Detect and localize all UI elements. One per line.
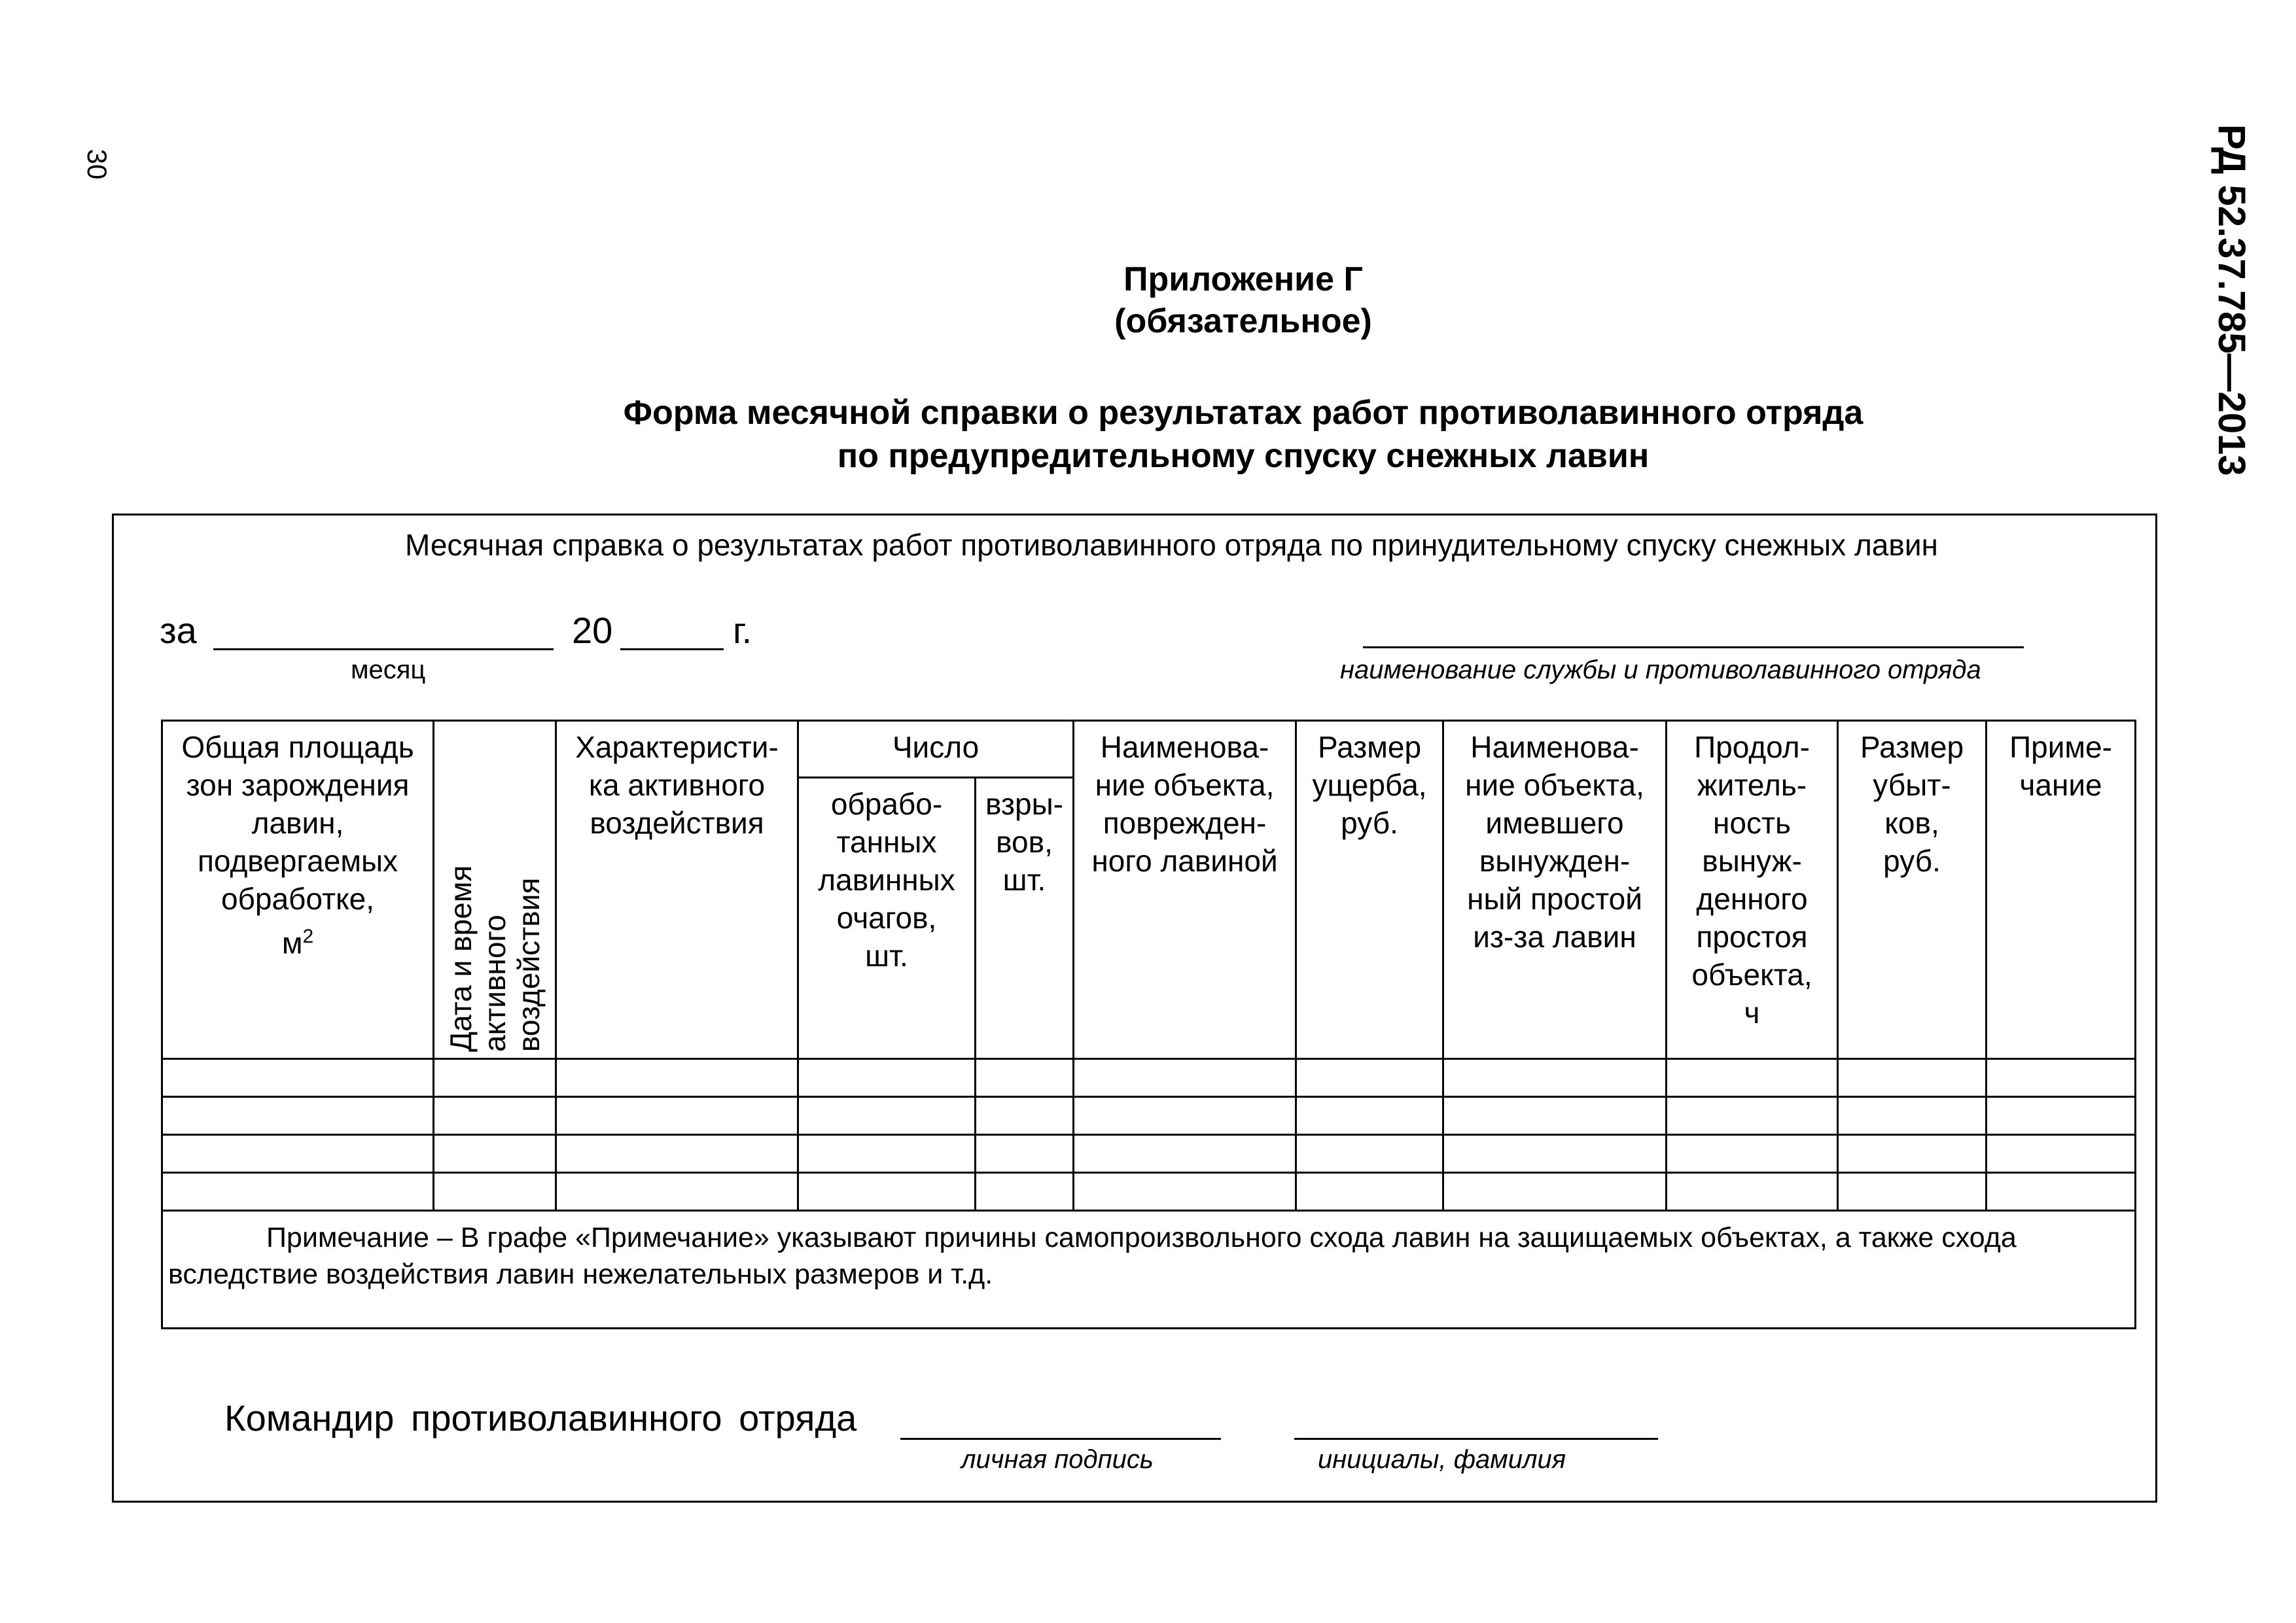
table-cell[interactable] [1838, 1097, 1987, 1135]
table-cell[interactable] [556, 1135, 798, 1173]
appendix-heading [654, 258, 1832, 342]
table-cell[interactable] [1667, 1059, 1838, 1097]
service-name-field[interactable] [1363, 646, 2024, 648]
month-caption: месяц [351, 655, 426, 684]
table-cell[interactable] [1987, 1097, 2136, 1135]
table-cell[interactable] [1296, 1097, 1443, 1135]
appendix-status: (обязательное) [1114, 302, 1372, 340]
table-cell[interactable] [434, 1173, 556, 1211]
form-title [425, 391, 2061, 478]
table-cell[interactable] [434, 1135, 556, 1173]
table-cell[interactable] [1443, 1059, 1667, 1097]
report-heading: Месячная справка о результатах работ противолавинного отряда по принудительному спуску снежных лавин [405, 528, 1938, 562]
table-cell[interactable] [162, 1059, 434, 1097]
table-row [162, 1097, 2136, 1135]
table-cell[interactable] [1296, 1059, 1443, 1097]
table-cell[interactable] [1074, 1173, 1296, 1211]
table-cell[interactable] [1443, 1135, 1667, 1173]
signature-caption: личная подпись [961, 1445, 1154, 1474]
table-cell[interactable] [1667, 1097, 1838, 1135]
table-cell[interactable] [1074, 1097, 1296, 1135]
table-cell[interactable] [798, 1173, 976, 1211]
table-note: Примечание – В графе «Примечание» указывают причины самопроизвольного схода лавин на защищаемых объектах, а также схода вследствие воздействия лавин нежелательных размеров и т.д. [162, 1211, 2136, 1329]
table-cell[interactable] [1074, 1059, 1296, 1097]
table-cell[interactable] [798, 1097, 976, 1135]
table-cell[interactable] [1074, 1135, 1296, 1173]
table-cell[interactable] [1987, 1135, 2136, 1173]
remark-header: Приме- чание [1987, 721, 2136, 1059]
period-prefix: за [160, 610, 197, 651]
table-cell[interactable] [162, 1173, 434, 1211]
table-cell[interactable] [1667, 1173, 1838, 1211]
damage-size-header: Размер ущерба, руб. [1296, 721, 1443, 1059]
table-cell[interactable] [798, 1135, 976, 1173]
table-cell[interactable] [1667, 1135, 1838, 1173]
document-code: РД 52.37.785—2013 [2210, 124, 2253, 476]
page-number: 30 [82, 148, 113, 180]
table-cell[interactable] [434, 1059, 556, 1097]
damaged-object-header: Наименова- ние объекта, поврежден- ного лавиной [1074, 721, 1296, 1059]
table-cell[interactable] [976, 1059, 1074, 1097]
table-cell[interactable] [556, 1173, 798, 1211]
year-field[interactable] [620, 648, 724, 650]
area-unit: $м^2$ [281, 926, 314, 960]
area-header: Общая площадь зон зарождения лавин, подвергаемых обработке, $м^2$ [162, 721, 434, 1059]
year-prefix: 20 [572, 610, 613, 651]
explosions-header: взры- вов, шт. [976, 778, 1074, 1059]
table-cell[interactable] [1443, 1173, 1667, 1211]
table-cell[interactable] [976, 1097, 1074, 1135]
signature-field[interactable] [900, 1438, 1221, 1440]
table-cell[interactable] [1296, 1173, 1443, 1211]
service-caption: наименование службы и противолавинного отряда [1340, 655, 1981, 684]
table-row [162, 1135, 2136, 1173]
table-cell[interactable] [1987, 1173, 2136, 1211]
table-cell[interactable] [556, 1059, 798, 1097]
table-cell[interactable] [1987, 1059, 2136, 1097]
year-suffix: г. [733, 610, 752, 651]
table-cell[interactable] [798, 1059, 976, 1097]
date-header: Дата и время активного воздействия [434, 721, 556, 1059]
form-title-line-1: Форма месячной справки о результатах работ противолавинного отряда [623, 394, 1863, 432]
table-cell[interactable] [1443, 1097, 1667, 1135]
table-cell[interactable] [1296, 1135, 1443, 1173]
name-caption: инициалы, фамилия [1318, 1445, 1566, 1474]
characteristic-header: Характеристи- ка активного воздействия [556, 721, 798, 1059]
downtime-object-header: Наименова- ние объекта, имевшего вынужден- ный простой из-за лавин [1443, 721, 1667, 1059]
table-row [162, 1173, 2136, 1211]
table-cell[interactable] [162, 1097, 434, 1135]
month-field[interactable] [213, 648, 554, 650]
appendix-title: Приложение Г [1123, 260, 1363, 298]
form-title-line-2: по предупредительному спуску снежных лавин [837, 437, 1650, 475]
table-cell[interactable] [1838, 1059, 1987, 1097]
table-cell[interactable] [162, 1135, 434, 1173]
commander-label: Командир противолавинного отряда [224, 1397, 857, 1439]
losses-header: Размер убыт- ков, руб. [1838, 721, 1987, 1059]
number-header: Число [798, 721, 1074, 778]
treated-header: обрабо- танных лавинных очагов, шт. [798, 778, 976, 1059]
table-cell[interactable] [1838, 1135, 1987, 1173]
table-cell[interactable] [1838, 1173, 1987, 1211]
table-row [162, 1059, 2136, 1097]
table-cell[interactable] [434, 1097, 556, 1135]
name-field[interactable] [1294, 1438, 1658, 1440]
duration-header: Продол- житель- ность вынуж- денного простоя объекта, ч [1667, 721, 1838, 1059]
table-cell[interactable] [976, 1135, 1074, 1173]
results-table [161, 720, 2136, 1329]
table-cell[interactable] [976, 1173, 1074, 1211]
table-cell[interactable] [556, 1097, 798, 1135]
